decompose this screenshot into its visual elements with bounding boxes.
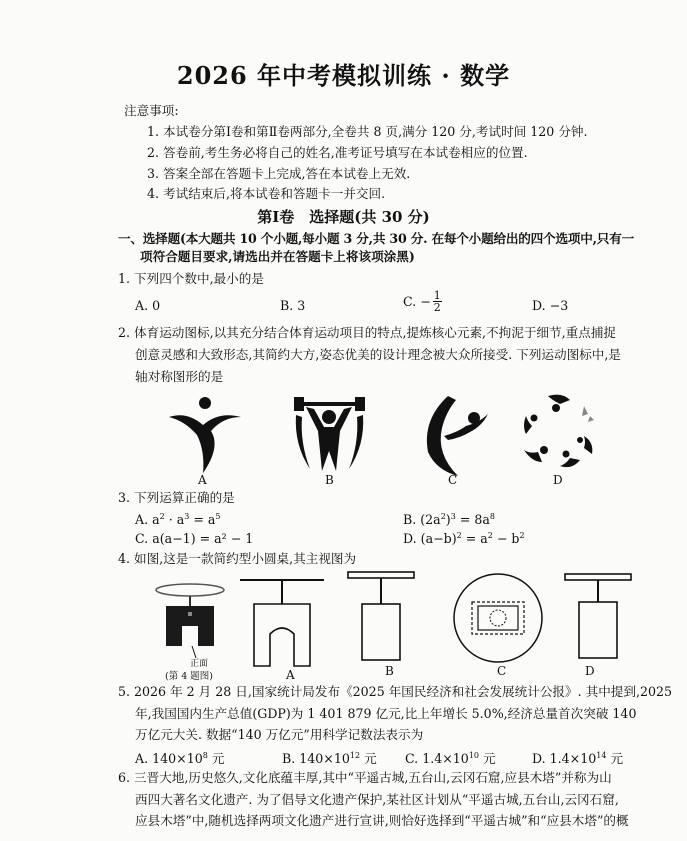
q2-line-3: 轴对称图形的是 [135, 369, 224, 384]
q1-option-b: B. 3 [280, 298, 306, 313]
page-title: 2026 年中考模拟训练 · 数学 [176, 61, 511, 90]
q2-line-2: 创意灵感和大致形态,其简约大方,姿态优美的设计理念被大众所接受. 下列运动图标中,是 [135, 347, 621, 362]
q4-label-d: D [585, 664, 595, 678]
q3-option-c: C. a(a−1) = a² − 1 [135, 531, 254, 546]
q1-option-d: D. −3 [532, 298, 569, 313]
q6-line-1: 6. 三晋大地,历史悠久,文化底蕴丰厚,其中“平遥古城,五台山,云冈石窟,应县木塔”并称为山 [118, 770, 612, 785]
q4-option-d-figure [563, 572, 633, 664]
q4-stem: 4. 如图,这是一款简约型小圆桌,其主视图为 [118, 551, 357, 566]
q5-option-a: A. $140\times 10^8$ 元 [135, 750, 225, 766]
q1-option-a: A. 0 [135, 298, 161, 313]
notice-item-4: 4. 考试结束后,将本试卷和答题卡一并交回. [147, 186, 386, 201]
q2-label-b: B [325, 473, 334, 487]
q5-line-3: 万亿元大关. 数据“140 万亿元”用科学记数法表示为 [135, 727, 424, 742]
sport-icon-a [165, 395, 245, 475]
part-one-instructions-1: 一、选择题(本大题共 10 个小题,每小题 3 分,共 30 分. 在每个小题给出的四个选项中,只有一 [118, 231, 634, 246]
q2-label-c: C [448, 473, 458, 487]
q2-label-a: A [198, 473, 207, 487]
q4-figure-caption: (第 4 题图) [165, 671, 213, 682]
notice-item-1: 1. 本试卷分第Ⅰ卷和第Ⅱ卷两部分,全卷共 8 页,满分 120 分,考试时间 120 分钟. [147, 124, 588, 139]
notice-heading: 注意事项: [124, 103, 179, 118]
q6-line-3: 应县木塔”中,随机选择两项文化遗产进行宣讲,则恰好选择到“平遥古城”和“应县木塔”的概 [135, 813, 629, 828]
q5-option-d: D. $1.4\times 10^{14}$ 元 [532, 750, 624, 766]
q2-line-1: 2. 体育运动图标,以其充分结合体育运动项目的特点,提炼核心元素,不拘泥于细节,重点捕捉 [118, 325, 617, 340]
q3-option-b: B. $(2a^2)^3 = 8a^8$ [403, 511, 495, 527]
notice-item-2: 2. 答卷前,考生务必将自己的姓名,准考证号填写在本试卷相应的位置. [147, 145, 528, 160]
q2-label-d: D [553, 473, 563, 487]
sport-icon-c [418, 392, 490, 476]
q6-line-2: 西四大著名文化遗产. 为了倡导文化遗产保护,某社区计划从“平遥古城,五台山,云冈石窟, [135, 792, 619, 807]
part-one-instructions-2: 项符合题目要求,请选出并在答题卡上将该项涂黑) [140, 249, 415, 264]
q3-option-d: D. $(a-b)^2 = a^2 - b^2$ [403, 530, 525, 546]
sport-icon-b [292, 395, 367, 475]
notice-item-3: 3. 答案全部在答题卡上完成,答在本试卷上无效. [147, 166, 411, 181]
q5-line-2: 年,我国国内生产总值(GDP)为 1 401 879 亿元,比上年增长 5.0%,经济总量首次突破 140 [135, 706, 637, 721]
q1-option-c: C. − $\frac{1}{2}$ [403, 289, 441, 314]
q3-stem: 3. 下列运算正确的是 [118, 490, 235, 505]
q1-fraction: $\frac{1}{2}$ [433, 289, 441, 314]
q4-option-b-figure [346, 570, 416, 666]
q5-line-1: 5. 2026 年 2 月 28 日,国家统计局发布《2025 年国民经济和社会发展统计公报》. 其中提到,2025 [118, 684, 673, 699]
q4-label-b: B [385, 664, 394, 678]
q4-option-a-figure [238, 578, 326, 668]
q1-stem: 1. 下列四个数中,最小的是 [118, 271, 264, 286]
q5-option-b: B. $140\times 10^{12}$ 元 [282, 750, 377, 766]
section-title: 第Ⅰ卷 选择题(共 30 分) [257, 208, 430, 226]
q4-front-label: 正面 [190, 659, 209, 669]
q4-label-a: A [286, 668, 295, 682]
q5-option-c: C. $1.4\times 10^{10}$ 元 [405, 750, 496, 766]
q3-option-a: A. $a^2 \cdot a^3 = a^5$ [135, 511, 221, 527]
q4-option-c-figure [452, 572, 544, 664]
q4-label-c: C [497, 664, 507, 678]
sport-icon-d [518, 392, 600, 474]
